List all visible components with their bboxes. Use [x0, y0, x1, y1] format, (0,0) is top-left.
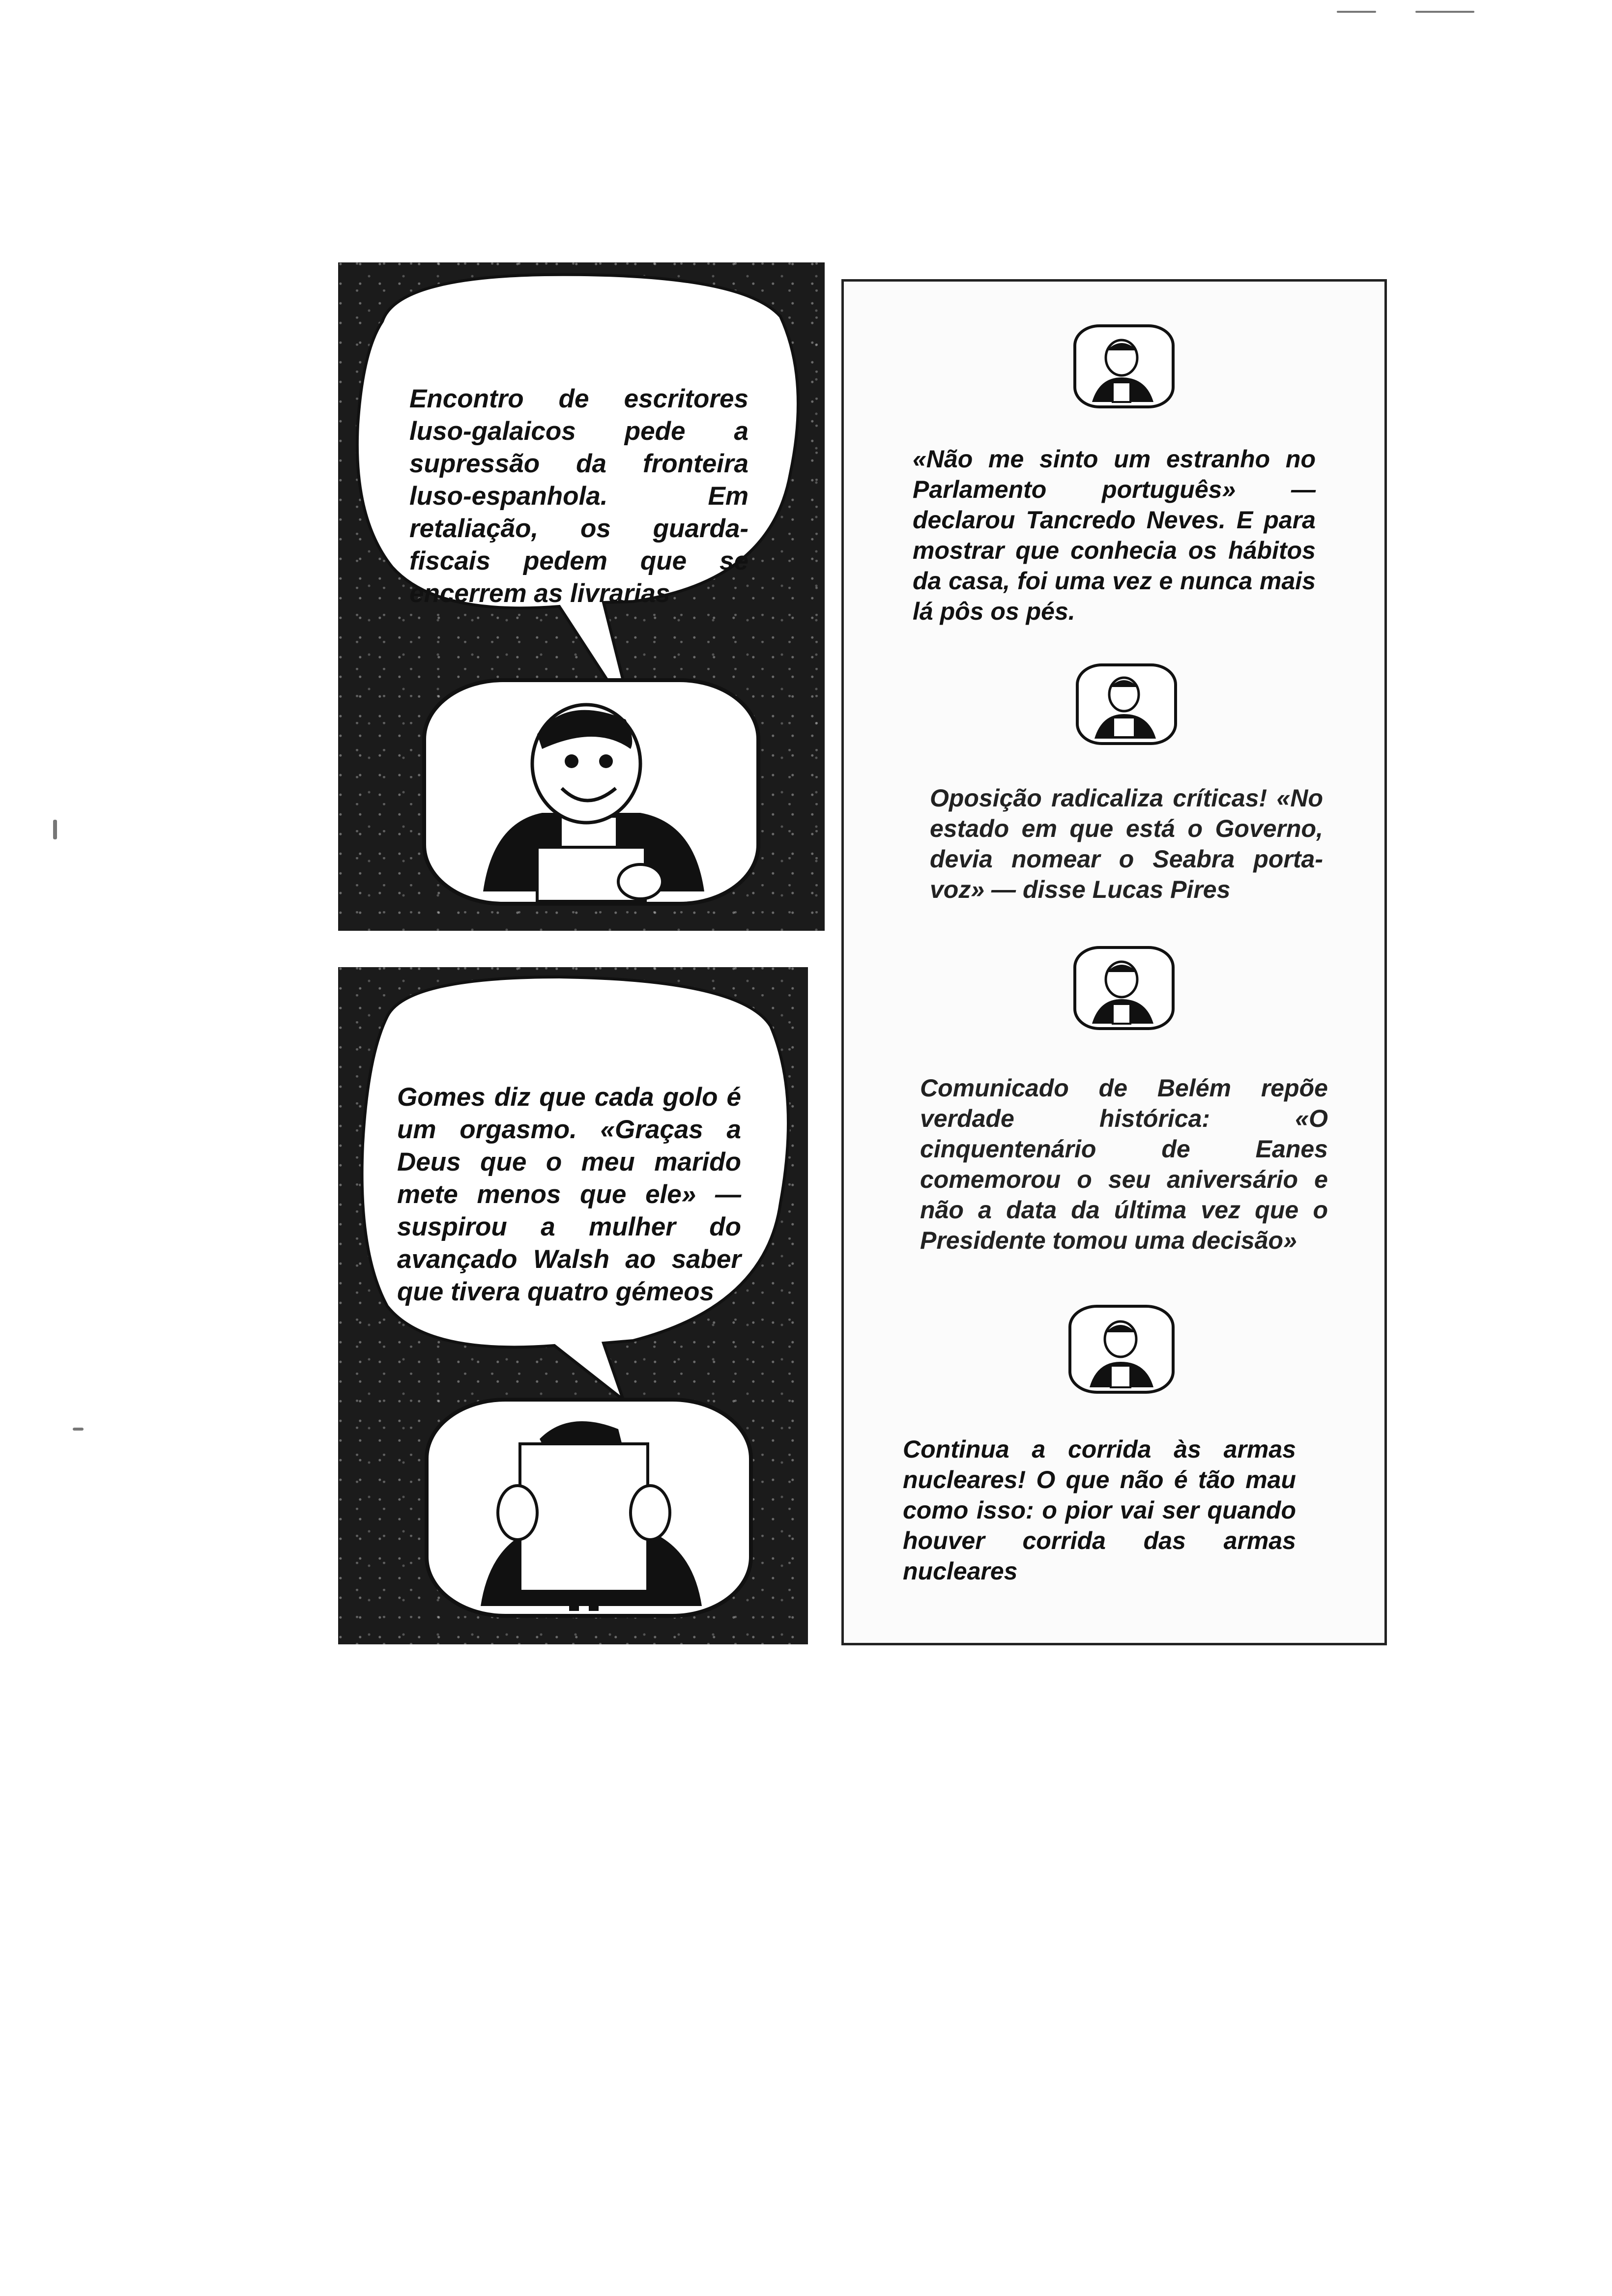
tv-presenter-icon — [1067, 1304, 1176, 1395]
news-item-4: Continua a corrida às armas nucleares! O que não é tão mau como isso: o pior vai ser quando houver corrida das armas nucleares — [903, 1435, 1296, 1585]
bubble-text: Gomes diz que cada golo é um orgasmo. «Graças a Deus que o meu marido mete menos que ele» — suspirou a mulher do avançado Walsh ao saber que tivera quatro gémeos — [397, 1083, 741, 1306]
tv-presenter-icon — [1072, 945, 1176, 1031]
scan-speck — [73, 1428, 84, 1431]
tv-presenter-icon — [1075, 662, 1178, 746]
scan-speck — [1415, 11, 1474, 13]
bubble-text: Encontro de escritores luso-galaicos pede a supressão da fronteira luso-espanhola. Em retaliação, os guarda-fiscais pedem que se encerrem as livrarias — [409, 384, 748, 608]
comic-panel-2 — [338, 967, 808, 1644]
scan-speck — [1337, 11, 1376, 13]
news-item-1: «Não me sinto um estranho no Parlamento português» — declarou Tancredo Neves. E para mostrar que conhecia os hábitos da casa, foi uma vez e nunca mais lá pôs os pés. — [913, 445, 1316, 625]
news-column — [841, 279, 1387, 1645]
tv-newsreader-illustration — [422, 1395, 756, 1621]
tv-presenter-icon — [1072, 323, 1176, 409]
tv-newsreader-illustration — [419, 675, 763, 911]
scan-speck — [53, 820, 57, 839]
comic-panel-1 — [338, 262, 825, 931]
news-item-2: Oposição radicaliza críticas! «No estado em que está o Governo, devia nomear o Seabra porta-voz» — disse Lucas Pires — [930, 784, 1323, 903]
news-item-3: Comunicado de Belém repõe verdade histórica: «O cinquentenário de Eanes comemorou o seu aniversário e não a data da última vez que o Presidente tomou uma decisão» — [920, 1074, 1328, 1254]
